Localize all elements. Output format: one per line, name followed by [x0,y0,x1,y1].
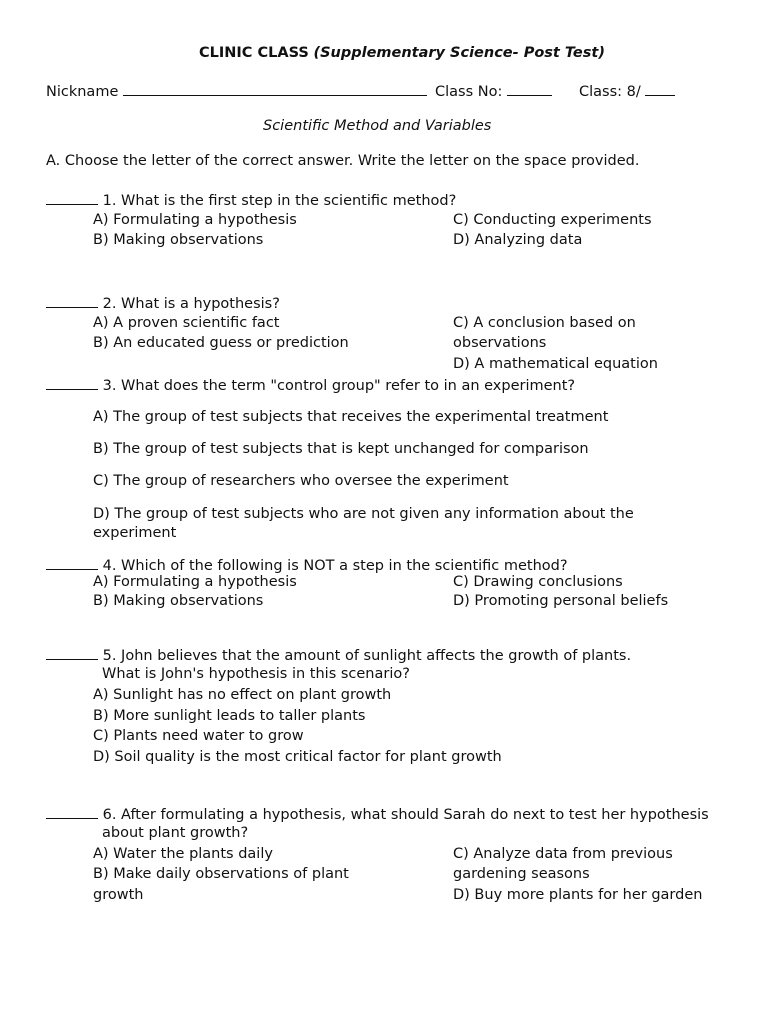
q5-option-d: D) Soil quality is the most critical factor for plant growth [93,749,502,765]
q4-option-d: D) Promoting personal beliefs [453,593,669,609]
class-field [579,83,675,100]
nickname-blank[interactable] [123,83,427,96]
class-label: Class: 8/ [579,84,641,100]
question-6-stem-line1: 6. After formulating a hypothesis, what should Sarah do next to test her hypothesis [102,807,709,823]
question-5-stem-line1: 5. John believes that the amount of sunlight affects the growth of plants. [102,648,632,664]
answer-blank-1[interactable] [46,192,98,205]
title-main: CLINIC CLASS [199,45,309,61]
q3-option-a: A) The group of test subjects that receives the experimental treatment [93,409,609,425]
student-info-row [46,83,427,100]
question-5 [46,647,631,664]
class-no-label: Class No: [435,84,503,100]
answer-blank-4[interactable] [46,557,98,570]
q3-option-d-line1: D) The group of test subjects who are not given any information about the [93,506,634,522]
class-no-blank[interactable] [507,83,552,96]
section-subtitle: Scientific Method and Variables [263,118,492,134]
q6-option-b-line2: growth [93,887,144,903]
q6-option-c-line1: C) Analyze data from previous [453,846,673,862]
q2-option-a: A) A proven scientific fact [93,315,280,331]
class-no-field [435,83,552,100]
question-4-stem: 4. Which of the following is NOT a step in the scientific method? [102,558,568,574]
answer-blank-6[interactable] [46,806,98,819]
question-6 [46,806,709,823]
q3-option-c: C) The group of researchers who oversee the experiment [93,473,509,489]
q3-option-d-line2: experiment [93,525,177,541]
question-4 [46,557,568,574]
question-1-stem: 1. What is the first step in the scientific method? [102,193,457,209]
q2-option-d: D) A mathematical equation [453,356,658,372]
instruction-text: A. Choose the letter of the correct answer. Write the letter on the space provided. [46,153,640,169]
q6-option-c-line2: gardening seasons [453,866,590,882]
q4-option-c: C) Drawing conclusions [453,574,623,590]
q5-option-a: A) Sunlight has no effect on plant growth [93,687,392,703]
q2-option-c-line2: observations [453,335,547,351]
q1-option-b: B) Making observations [93,232,264,248]
q2-option-b: B) An educated guess or prediction [93,335,349,351]
q5-option-b: B) More sunlight leads to taller plants [93,708,366,724]
q1-option-a: A) Formulating a hypothesis [93,212,297,228]
title-sub: (Supplementary Science- Post Test) [313,45,605,61]
q3-option-b: B) The group of test subjects that is kept unchanged for comparison [93,441,589,457]
answer-blank-5[interactable] [46,647,98,660]
question-3-stem: 3. What does the term "control group" refer to in an experiment? [102,378,576,394]
q6-option-d: D) Buy more plants for her garden [453,887,703,903]
question-2 [46,295,280,312]
q2-option-c-line1: C) A conclusion based on [453,315,636,331]
q4-option-b: B) Making observations [93,593,264,609]
q1-option-d: D) Analyzing data [453,232,583,248]
class-blank[interactable] [645,83,675,96]
q1-option-c: C) Conducting experiments [453,212,652,228]
question-2-stem: 2. What is a hypothesis? [102,296,280,312]
q6-option-b-line1: B) Make daily observations of plant [93,866,349,882]
question-1 [46,192,456,209]
q5-option-c: C) Plants need water to grow [93,728,304,744]
q6-option-a: A) Water the plants daily [93,846,273,862]
q4-option-a: A) Formulating a hypothesis [93,574,297,590]
answer-blank-2[interactable] [46,295,98,308]
answer-blank-3[interactable] [46,377,98,390]
question-3 [46,377,575,394]
question-5-stem-line2: What is John's hypothesis in this scenario? [102,666,410,682]
question-6-stem-line2: about plant growth? [102,825,249,841]
page-title [199,46,605,61]
nickname-label: Nickname [46,84,119,100]
